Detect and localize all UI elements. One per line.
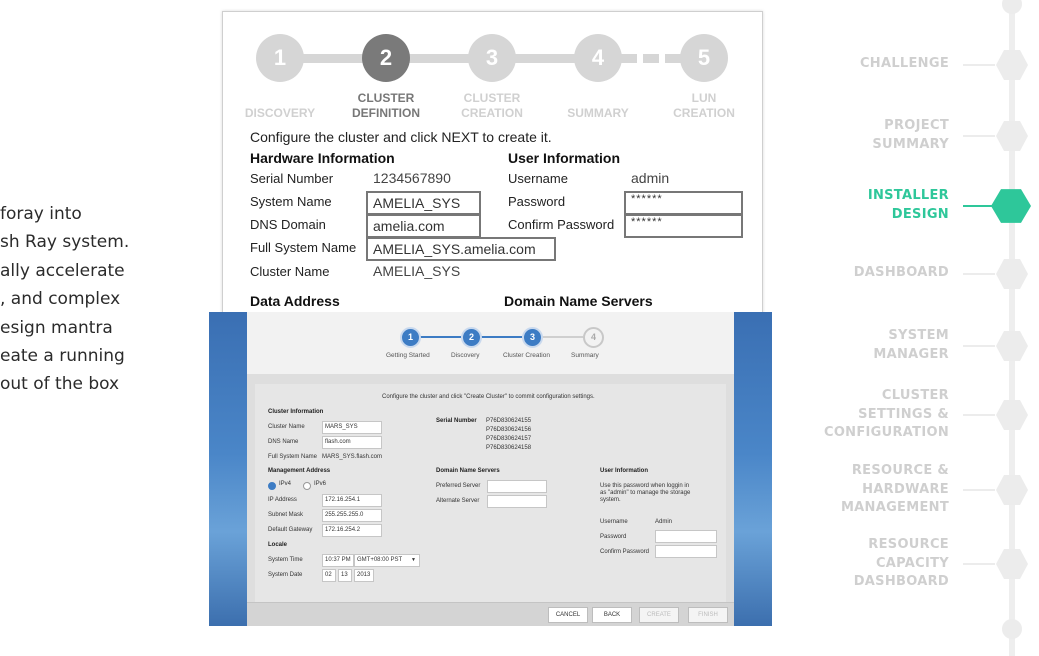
user-note-line: Use this password when loggin in xyxy=(600,483,690,489)
nav-connector xyxy=(963,273,995,275)
step-dot-discovery[interactable]: 2 xyxy=(461,327,482,348)
nav-connector xyxy=(963,345,995,347)
step-circle-discovery[interactable]: 1 xyxy=(256,34,304,82)
nav-connector xyxy=(963,64,995,66)
step-label-cluster-creation: Cluster Creation xyxy=(503,352,550,359)
step-circle-cluster-definition[interactable]: 2 xyxy=(362,34,410,82)
serial-value: P76D830624156 xyxy=(486,427,532,433)
system-name-label: System Name xyxy=(250,194,332,209)
dns-domain-label: DNS Domain xyxy=(250,217,326,232)
nav-item-installer-design[interactable] xyxy=(868,187,949,224)
hardware-heading: Hardware Information xyxy=(250,150,395,166)
system-time-label: System Time xyxy=(268,557,303,563)
nav-connector-active xyxy=(963,205,993,207)
intro-line: , and complex xyxy=(0,289,121,310)
full-system-name-label: Full System Name xyxy=(250,240,357,255)
chevron-down-icon: ▼ xyxy=(411,557,416,563)
finish-button[interactable]: FINISH xyxy=(688,607,728,623)
create-button[interactable]: CREATE xyxy=(639,607,679,623)
password-label: Password xyxy=(600,534,627,540)
locale-heading: Locale xyxy=(268,542,288,548)
intro-line: sh Ray system. xyxy=(0,232,130,253)
intro-line: esign mantra xyxy=(0,317,113,338)
nav-label-line: CLUSTER xyxy=(881,388,949,403)
hexagon-icon[interactable] xyxy=(996,474,1028,506)
date-year-input[interactable]: 2013 xyxy=(354,569,374,582)
ip-address-input[interactable]: 172.16.254.1 xyxy=(322,494,382,507)
back-button[interactable]: BACK xyxy=(592,607,632,623)
serial-label: Serial Number xyxy=(436,418,477,424)
timezone-select[interactable] xyxy=(354,554,420,567)
user-heading: User Information xyxy=(508,150,621,166)
nav-label-line: DASHBOARD xyxy=(853,574,949,589)
intro-line: foray into xyxy=(0,204,82,224)
username-value: admin xyxy=(631,170,670,186)
nav-item-challenge[interactable] xyxy=(860,55,949,74)
step-circle-cluster-creation[interactable]: 3 xyxy=(468,34,516,82)
ipv4-radio[interactable] xyxy=(268,482,276,490)
confirm-password-label: Confirm Password xyxy=(600,549,650,555)
date-day-input[interactable]: 13 xyxy=(338,569,352,582)
wizard-footer xyxy=(247,602,734,626)
wizard-body xyxy=(255,384,726,602)
dns-domain-field[interactable]: amelia.com xyxy=(366,214,481,238)
step-label-line xyxy=(548,91,648,106)
final-ui-mockup xyxy=(209,312,772,626)
cluster-name-value: AMELIA_SYS xyxy=(373,263,461,279)
intro-paragraph xyxy=(0,200,150,399)
hexagon-icon[interactable] xyxy=(996,548,1028,580)
user-info-heading: User Information xyxy=(600,468,649,474)
subnet-mask-label: Subnet Mask xyxy=(268,512,304,518)
step-label-getting-started: Getting Started xyxy=(386,352,430,359)
nav-label-line: CAPACITY xyxy=(875,555,949,571)
ipv6-label: IPv6 xyxy=(314,481,327,487)
nav-label-line: RESOURCE xyxy=(868,537,949,552)
nav-item-resource-capacity[interactable] xyxy=(854,536,949,592)
hexagon-icon[interactable] xyxy=(991,188,1031,224)
step-label-line: DEFINITION xyxy=(352,106,420,120)
nav-label-line: INSTALLER xyxy=(867,188,949,203)
timeline-end-dot xyxy=(1002,619,1022,639)
timeline-start-dot xyxy=(1002,0,1022,14)
password-label: Password xyxy=(508,194,566,209)
alternate-server-label: Alternate Server xyxy=(436,498,480,504)
password-field[interactable]: ****** xyxy=(624,191,743,215)
user-note-line: as "admin" to manage the storage xyxy=(600,490,691,496)
cluster-name-label: Cluster Name xyxy=(250,264,330,279)
confirm-password-input[interactable] xyxy=(655,545,717,558)
step-dot-summary[interactable]: 4 xyxy=(583,327,604,348)
wizard-header xyxy=(247,312,734,374)
system-date-label: System Date xyxy=(268,572,303,578)
username-label: Username xyxy=(508,171,568,186)
step-label-lun-creation xyxy=(654,91,754,121)
data-address-heading: Data Address xyxy=(250,293,340,309)
nav-label-line: CHALLENGE xyxy=(859,56,949,71)
date-month-input[interactable]: 02 xyxy=(322,569,336,582)
step-label-line: CREATION xyxy=(461,106,523,120)
nav-label-line: DASHBOARD xyxy=(853,265,949,280)
default-gateway-label: Default Gateway xyxy=(268,527,313,533)
serial-value: 1234567890 xyxy=(373,170,451,186)
intro-line: out of the box xyxy=(0,374,120,395)
hexagon-icon[interactable] xyxy=(996,330,1028,362)
ipv6-radio[interactable] xyxy=(303,482,311,490)
system-time-input[interactable]: 10:37 PM xyxy=(322,554,354,567)
hexagon-icon[interactable] xyxy=(996,258,1028,290)
username-value: Admin xyxy=(655,519,673,525)
step-connector xyxy=(409,54,469,63)
step-circle-lun-creation[interactable]: 5 xyxy=(680,34,728,82)
nav-connector xyxy=(963,414,995,416)
nav-label-line: MANAGEMENT xyxy=(840,500,949,515)
nav-label-line: SUMMARY xyxy=(872,136,949,152)
preferred-server-input[interactable] xyxy=(487,480,547,493)
wireframe-mockup xyxy=(222,11,763,317)
intro-line: eate a running xyxy=(0,346,125,367)
nav-item-resource-hardware[interactable] xyxy=(841,462,949,518)
step-dot-getting-started[interactable]: 1 xyxy=(400,327,421,348)
preferred-server-label: Preferred Server xyxy=(436,483,481,489)
nav-label-line: CONFIGURATION xyxy=(823,425,949,440)
step-label-line: SUMMARY xyxy=(567,106,629,120)
dns-name-input[interactable]: flash.com xyxy=(322,436,382,449)
serial-value: P76D830624158 xyxy=(486,445,532,451)
confirm-password-field[interactable]: ****** xyxy=(624,214,743,238)
instruction-text: Configure the cluster and click NEXT to create it. xyxy=(250,129,552,145)
background-right-edge xyxy=(734,312,772,626)
user-note-line: system. xyxy=(600,497,621,503)
cluster-info-heading: Cluster Information xyxy=(268,409,324,415)
full-system-name-value: MARS_SYS.flash.com xyxy=(322,454,383,460)
subnet-mask-input[interactable]: 255.255.255.0 xyxy=(322,509,382,522)
nav-label-line: SYSTEM xyxy=(888,328,949,343)
username-label: Username xyxy=(600,519,628,525)
nav-label-line: SETTINGS & xyxy=(858,406,949,422)
confirm-password-label: Confirm Password xyxy=(508,217,615,232)
dns-servers-heading: Domain Name Servers xyxy=(504,293,653,309)
timezone-value: GMT+08:00 PST xyxy=(357,557,403,563)
nav-connector xyxy=(963,563,995,565)
step-label-line: CLUSTER xyxy=(357,91,415,105)
dns-name-label: DNS Name xyxy=(268,439,299,445)
full-system-name-label: Full System Name xyxy=(268,454,318,460)
step-label-summary xyxy=(548,91,648,121)
step-circle-summary[interactable]: 4 xyxy=(574,34,622,82)
step-connector xyxy=(303,54,363,63)
ip-address-label: IP Address xyxy=(268,497,297,503)
step-label-line xyxy=(230,91,330,106)
cluster-name-input[interactable]: MARS_SYS xyxy=(322,421,382,434)
default-gateway-input[interactable]: 172.16.254.2 xyxy=(322,524,382,537)
nav-label-line: HARDWARE xyxy=(862,481,949,497)
step-label-line: CLUSTER xyxy=(463,91,521,105)
password-input[interactable] xyxy=(655,530,717,543)
nav-label-line: MANAGER xyxy=(873,346,949,362)
hexagon-icon[interactable] xyxy=(996,120,1028,152)
nav-item-dashboard[interactable] xyxy=(854,264,949,283)
dns-servers-heading: Domain Name Servers xyxy=(436,468,500,474)
nav-label-line: DESIGN xyxy=(891,206,949,222)
step-connector-dashed xyxy=(621,54,637,63)
step-label-line: DISCOVERY xyxy=(244,106,316,120)
step-label-cluster-creation xyxy=(442,91,542,121)
hexagon-icon[interactable] xyxy=(996,399,1028,431)
background-left-edge xyxy=(209,312,247,626)
nav-label-line: RESOURCE & xyxy=(851,463,949,478)
ipv4-label: IPv4 xyxy=(279,481,292,487)
instruction-text: Configure the cluster and click "Create Cluster" to commit configuration settings. xyxy=(382,394,595,400)
nav-item-system-manager[interactable] xyxy=(873,327,949,364)
step-connector-dashed xyxy=(643,54,659,63)
step-label-discovery: Discovery xyxy=(451,352,480,359)
nav-item-project-summary[interactable] xyxy=(872,117,949,154)
step-dot-cluster-creation[interactable]: 3 xyxy=(522,327,543,348)
alternate-server-input[interactable] xyxy=(487,495,547,508)
cluster-name-label: Cluster Name xyxy=(268,424,305,430)
serial-label: Serial Number xyxy=(250,171,334,186)
step-label-line: LUN xyxy=(691,91,717,105)
step-label-cluster-definition xyxy=(336,91,436,121)
intro-line: ally accelerate xyxy=(0,260,125,281)
cancel-button[interactable]: CANCEL xyxy=(548,607,588,623)
step-label-summary: Summary xyxy=(571,352,599,359)
nav-connector xyxy=(963,135,995,137)
serial-value: P76D830624157 xyxy=(486,436,532,442)
step-label-line: CREATION xyxy=(673,106,735,120)
mgmt-heading: Management Address xyxy=(268,468,331,474)
step-connector xyxy=(515,54,575,63)
system-name-field[interactable]: AMELIA_SYS xyxy=(366,191,481,215)
nav-connector xyxy=(963,489,995,491)
nav-item-cluster-settings[interactable] xyxy=(824,387,949,443)
step-label-discovery xyxy=(230,91,330,121)
full-system-name-field[interactable]: AMELIA_SYS.amelia.com xyxy=(366,237,556,261)
nav-label-line: PROJECT xyxy=(884,118,949,133)
serial-value: P76D830624155 xyxy=(486,418,532,424)
hexagon-icon[interactable] xyxy=(996,49,1028,81)
